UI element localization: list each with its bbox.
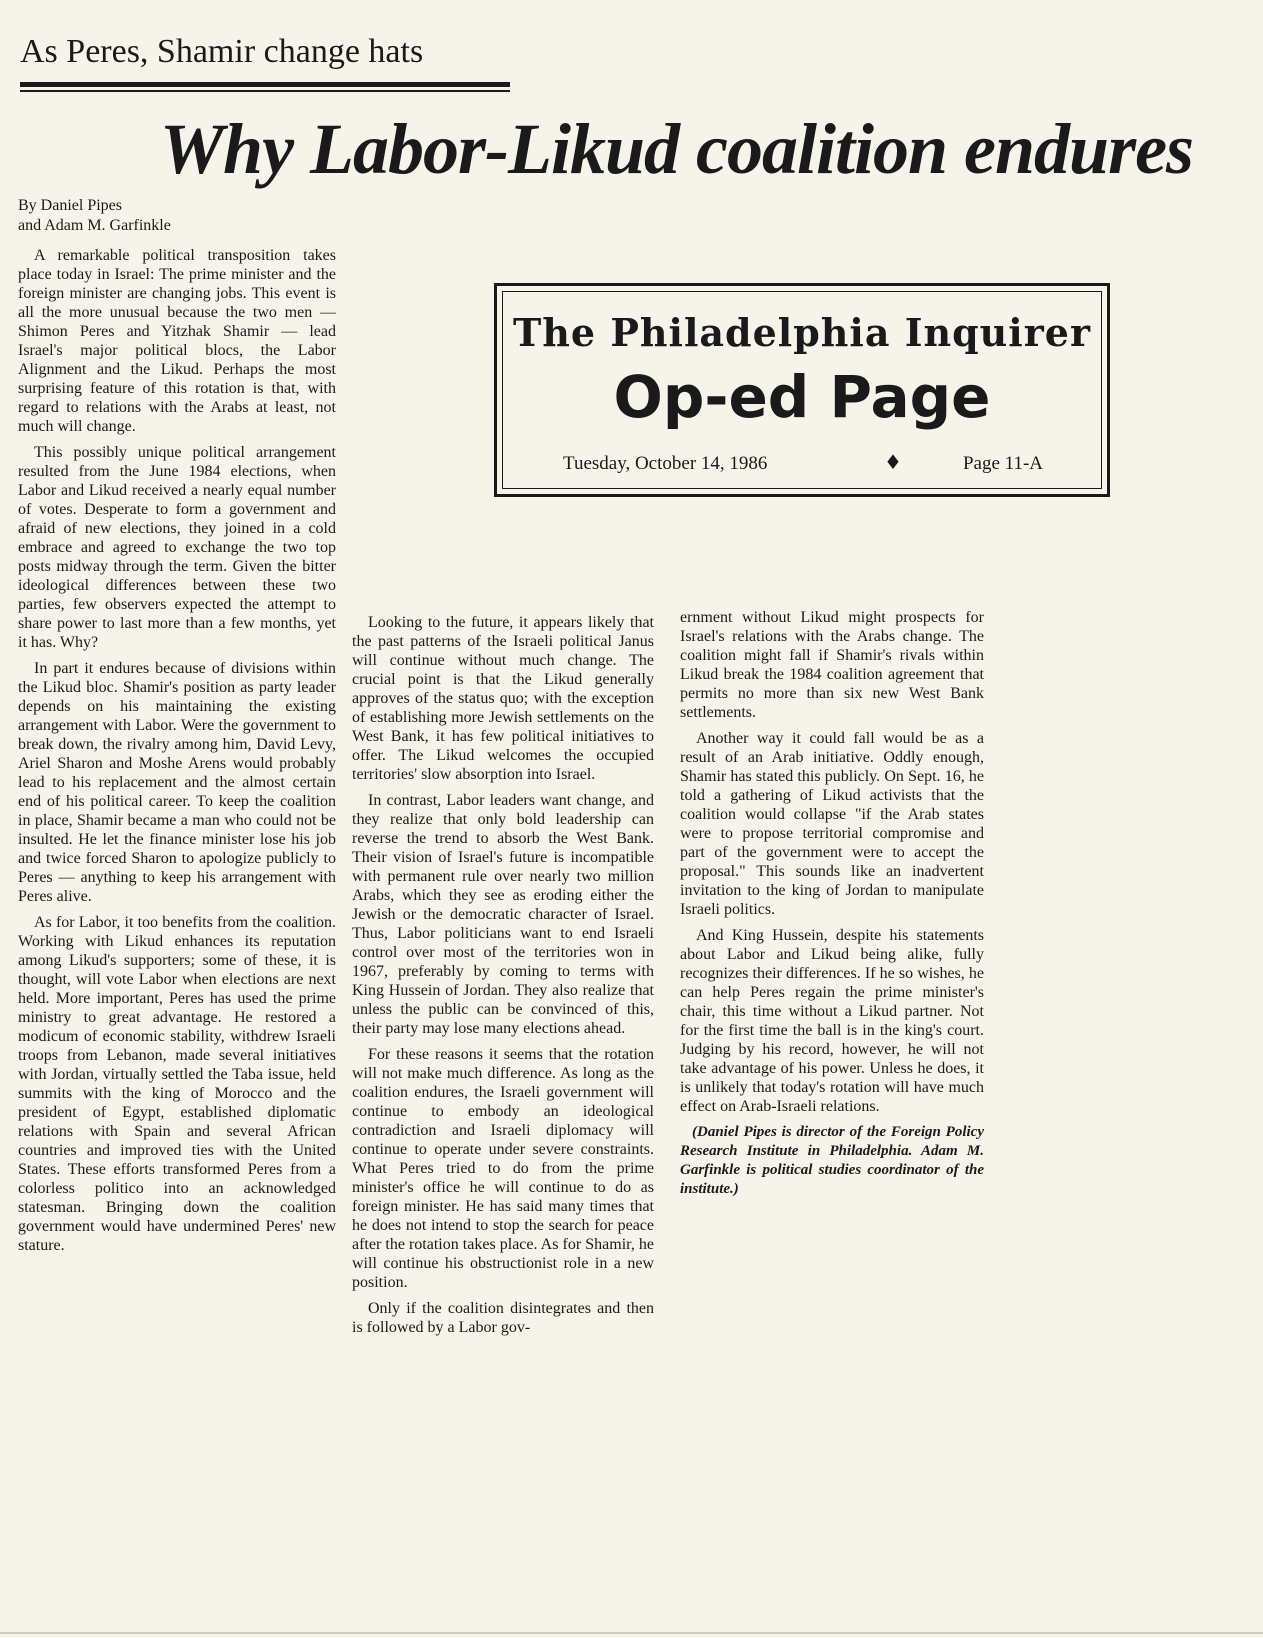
masthead-inner-border (502, 291, 1102, 489)
kicker-rule-thick (20, 82, 510, 87)
byline (18, 196, 338, 236)
paragraph: ernment without Likud might prospects for Israel's relations with the Arabs change. The coalition might fall if Shamir's rivals within Likud break the 1984 coalition agreement that permits no more than six new West Bank settlements. (680, 609, 984, 721)
paragraph: Another way it could fall would be as a result of an Arab initiative. Oddly enough, Shamir has stated this publicly. On Sept. 16, he told a gathering of Likud activists that the coalition would collapse "if the Arab states were to propose territorial compromise and part of the government were to accept the proposal." This sounds like an inadvertent invitation to the king of Jordan to manipulate Israeli politics. (680, 730, 984, 918)
page-edge (0, 1632, 1263, 1634)
paragraph: And King Hussein, despite his statements about Labor and Likud being alike, fully recognizes their differences. If he so wishes, he can help Peres regain the prime minister's chair, this time without a Likud partner. Not for the first time the ball is in the king's court. Judging by his record, however, he will not take advantage of his power. Unless he does, it is unlikely that today's rotation will have much effect on Arab-Israeli relations. (680, 927, 984, 1115)
paragraph: For these reasons it seems that the rotation will not make much difference. As long as the coalition endures, the Israeli government will continue to embody an ideological contradiction and Israeli diplomacy will continue to operate under severe constraints. What Peres tried to do from the prime minister's office he will continue to do as foreign minister. He has said many times that he does not intend to stop the search for peace after the rotation takes place. As for Shamir, he will continue his obstructionist role in a new position. (352, 1046, 654, 1291)
masthead-box (494, 283, 1110, 497)
paper-name: The Philadelphia Inquirer (513, 310, 1091, 355)
column-2 (352, 613, 654, 1344)
kicker-rule-thin (20, 90, 510, 92)
column-1 (18, 246, 336, 1262)
paragraph: Looking to the future, it appears likely that the past patterns of the Israeli political Janus will continue without much change. The crucial point is that the Likud generally approves of the status quo; with the exception of establishing more Jewish settlements on the West Bank, it has few political initiatives to offer. The Likud welcomes the occupied territories' slow absorption into Israel. (352, 614, 654, 783)
paragraph: In part it endures because of divisions within the Likud bloc. Shamir's position as party leader depends on his maintaining the existing arrangement with Labor. Were the government to break down, the rivalry among him, David Levy, Ariel Sharon and Moshe Arens would probably lead to his replacement and the almost certain end of his political career. To keep the coalition in place, Shamir became a man who could not be insulted. He let the finance minister lose his job and twice forced Sharon to apologize publicly to Peres — anything to keep his arrangement with Peres alive. (18, 660, 336, 905)
diamond-icon: ♦ (884, 450, 902, 474)
author-bio: (Daniel Pipes is director of the Foreign Policy Research Institute in Philadelphia. Adam M. Garfinkle is political studies coordinator of the institute.) (680, 1124, 984, 1197)
byline-line-1: By Daniel Pipes (18, 197, 122, 214)
page-name: Op-ed Page (613, 363, 991, 431)
page-number: Page 11-A (962, 453, 1043, 474)
paragraph: As for Labor, it too benefits from the coalition. Working with Likud enhances its reputation among Likud's supporters; some of these, it is thought, will vote Labor when elections are next held. More important, Peres has used the prime ministry to great advantage. He restored a modicum of economic stability, withdrew Israeli troops from Lebanon, made several initiatives with Jordan, virtually settled the Taba issue, held summits with the king of Morocco and the president of Egypt, established diplomatic relations with Spain and several African countries and improved ties with the United States. These efforts transformed Peres from a colorless politico into an acknowledged statesman. Bringing down the coalition government would have undermined Peres' new stature. (18, 914, 336, 1254)
paragraph: Only if the coalition disintegrates and then is followed by a Labor gov- (352, 1300, 654, 1336)
column-3 (680, 608, 984, 1206)
article-headline: Why Labor-Likud coalition endures (160, 109, 1194, 189)
article-kicker: As Peres, Shamir change hats (20, 33, 424, 70)
issue-date: Tuesday, October 14, 1986 (563, 453, 768, 474)
paragraph: This possibly unique political arrangement resulted from the June 1984 elections, when Labor and Likud received a nearly equal number of votes. Desperate to form a government and afraid of new elections, they joined in a cold embrace and agreed to exchange the two top posts midway through the term. Given the bitter ideological differences between these two parties, few observers expected the attempt to share power to last more than a few months, yet it has. Why? (18, 444, 336, 651)
paragraph: In contrast, Labor leaders want change, and they realize that only bold leadership can reverse the trend to absorb the West Bank. Their vision of Israel's future is incompatible with permanent rule over nearly two million Arabs, which they see as eroding either the Jewish or the democratic character of Israel. Thus, Labor politicians want to end Israeli control over most of the territories won in 1967, preferably by coming to terms with King Hussein of Jordan. They also realize that unless the public can be convinced of this, their party may lose many elections ahead. (352, 792, 654, 1037)
byline-line-2: and Adam M. Garfinkle (18, 217, 171, 234)
paragraph: A remarkable political transposition takes place today in Israel: The prime minister and the foreign minister are changing jobs. This event is all the more unusual because the two men — Shimon Peres and Yitzhak Shamir — lead Israel's major political blocs, the Labor Alignment and the Likud. Perhaps the most surprising feature of this rotation is that, with regard to relations with the Arabs at least, not much will change. (18, 247, 336, 435)
